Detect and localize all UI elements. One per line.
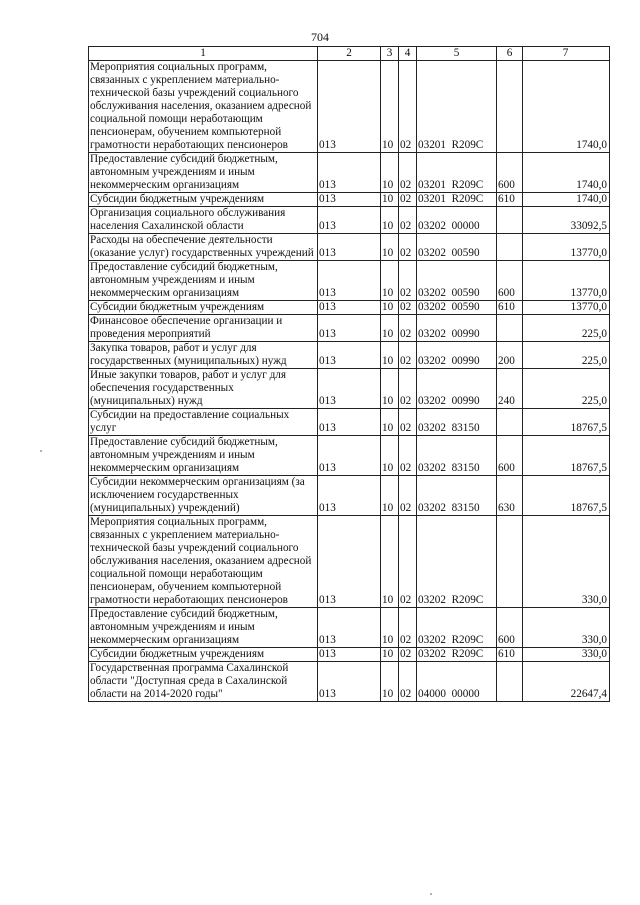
row-grbs: 013 [318, 516, 381, 608]
row-summa: 18767,5 [523, 436, 610, 476]
row-razdel: 10 [381, 234, 399, 261]
table-row [89, 301, 610, 315]
row-summa: 22647,4 [523, 662, 610, 702]
header-col-4: 4 [399, 47, 417, 61]
row-celevaya-statya: 03201 R209C [417, 61, 497, 153]
row-podrazdel: 02 [399, 301, 417, 315]
row-grbs: 013 [318, 409, 381, 436]
row-name: Иные закупки товаров, работ и услуг для обеспечения государственных (муниципальных) нужд [89, 369, 318, 409]
table-row [89, 234, 610, 261]
row-razdel: 10 [381, 516, 399, 608]
row-vid-rashodov [497, 662, 523, 702]
row-podrazdel: 02 [399, 234, 417, 261]
table-row [89, 409, 610, 436]
row-podrazdel: 02 [399, 516, 417, 608]
row-summa: 225,0 [523, 315, 610, 342]
header-col-7: 7 [523, 47, 610, 61]
row-celevaya-statya: 03201 R209C [417, 193, 497, 207]
row-grbs: 013 [318, 476, 381, 516]
row-razdel: 10 [381, 315, 399, 342]
row-celevaya-statya: 04000 00000 [417, 662, 497, 702]
row-podrazdel: 02 [399, 608, 417, 648]
row-razdel: 10 [381, 648, 399, 662]
header-col-3: 3 [381, 47, 399, 61]
row-name: Организация социального обслуживания населения Сахалинской области [89, 207, 318, 234]
row-podrazdel: 02 [399, 153, 417, 193]
table-row [89, 662, 610, 702]
row-celevaya-statya: 03202 00000 [417, 207, 497, 234]
row-summa: 330,0 [523, 648, 610, 662]
row-summa: 1740,0 [523, 61, 610, 153]
row-grbs: 013 [318, 301, 381, 315]
row-name: Субсидии на предоставление социальных услуг [89, 409, 318, 436]
row-vid-rashodov: 600 [497, 436, 523, 476]
row-razdel: 10 [381, 261, 399, 301]
row-name: Субсидии некоммерческим организациям (за исключением государственных (муниципальных) учреждений) [89, 476, 318, 516]
table-row [89, 516, 610, 608]
scan-speck [430, 893, 432, 895]
table-row [89, 315, 610, 342]
row-celevaya-statya: 03202 83150 [417, 476, 497, 516]
row-celevaya-statya: 03202 83150 [417, 436, 497, 476]
row-razdel: 10 [381, 662, 399, 702]
row-grbs: 013 [318, 648, 381, 662]
row-vid-rashodov [497, 207, 523, 234]
row-razdel: 10 [381, 342, 399, 369]
row-podrazdel: 02 [399, 648, 417, 662]
table-row [89, 207, 610, 234]
row-vid-rashodov [497, 234, 523, 261]
row-celevaya-statya: 03202 R209C [417, 608, 497, 648]
row-razdel: 10 [381, 476, 399, 516]
row-vid-rashodov: 630 [497, 476, 523, 516]
row-summa: 18767,5 [523, 476, 610, 516]
row-podrazdel: 02 [399, 61, 417, 153]
table-row [89, 608, 610, 648]
budget-table [88, 46, 610, 702]
table-row [89, 476, 610, 516]
row-celevaya-statya: 03202 R209C [417, 648, 497, 662]
row-podrazdel: 02 [399, 261, 417, 301]
row-grbs: 013 [318, 369, 381, 409]
row-name: Предоставление субсидий бюджетным, автономным учреждениям и иным некоммерческим организациям [89, 153, 318, 193]
row-vid-rashodov: 600 [497, 608, 523, 648]
table-row [89, 61, 610, 153]
row-grbs: 013 [318, 193, 381, 207]
row-name: Субсидии бюджетным учреждениям [89, 193, 318, 207]
row-celevaya-statya: 03202 00590 [417, 301, 497, 315]
row-name: Субсидии бюджетным учреждениям [89, 301, 318, 315]
row-celevaya-statya: 03202 00990 [417, 369, 497, 409]
row-vid-rashodov [497, 61, 523, 153]
table-row [89, 153, 610, 193]
row-razdel: 10 [381, 207, 399, 234]
row-vid-rashodov [497, 409, 523, 436]
row-podrazdel: 02 [399, 369, 417, 409]
row-summa: 1740,0 [523, 153, 610, 193]
row-summa: 330,0 [523, 608, 610, 648]
row-grbs: 013 [318, 153, 381, 193]
row-summa: 33092,5 [523, 207, 610, 234]
row-vid-rashodov: 610 [497, 193, 523, 207]
row-grbs: 013 [318, 261, 381, 301]
row-grbs: 013 [318, 342, 381, 369]
row-celevaya-statya: 03201 R209C [417, 153, 497, 193]
row-razdel: 10 [381, 608, 399, 648]
row-summa: 1740,0 [523, 193, 610, 207]
header-col-6: 6 [497, 47, 523, 61]
row-vid-rashodov [497, 516, 523, 608]
row-podrazdel: 02 [399, 342, 417, 369]
row-name: Мероприятия социальных программ, связанных с укреплением материально-технической базы учреждений социального обслуживания населения, оказанием адресной социальной помощи неработающим пенсионерам, обучением компьютерной грамотности неработающих пенсионеров [89, 516, 318, 608]
row-grbs: 013 [318, 234, 381, 261]
row-celevaya-statya: 03202 00590 [417, 261, 497, 301]
row-name: Закупка товаров, работ и услуг для государственных (муниципальных) нужд [89, 342, 318, 369]
table-row [89, 369, 610, 409]
row-name: Государственная программа Сахалинской области "Доступная среда в Сахалинской области на 2014-2020 годы" [89, 662, 318, 702]
table-row [89, 648, 610, 662]
row-vid-rashodov [497, 315, 523, 342]
table-row [89, 436, 610, 476]
row-podrazdel: 02 [399, 315, 417, 342]
row-podrazdel: 02 [399, 193, 417, 207]
table-row [89, 193, 610, 207]
row-podrazdel: 02 [399, 436, 417, 476]
row-grbs: 013 [318, 436, 381, 476]
row-celevaya-statya: 03202 83150 [417, 409, 497, 436]
header-col-5: 5 [417, 47, 497, 61]
table-header-row [89, 47, 610, 61]
table-row [89, 261, 610, 301]
row-name: Предоставление субсидий бюджетным, автономным учреждениям и иным некоммерческим организациям [89, 436, 318, 476]
row-name: Мероприятия социальных программ, связанных с укреплением материально-технической базы учреждений социального обслуживания населения, оказанием адресной социальной помощи неработающим пенсионерам, обучением компьютерной грамотности неработающих пенсионеров [89, 61, 318, 153]
header-col-2: 2 [318, 47, 381, 61]
row-razdel: 10 [381, 369, 399, 409]
row-razdel: 10 [381, 436, 399, 476]
row-vid-rashodov: 200 [497, 342, 523, 369]
row-podrazdel: 02 [399, 476, 417, 516]
row-summa: 13770,0 [523, 234, 610, 261]
row-grbs: 013 [318, 662, 381, 702]
row-summa: 13770,0 [523, 261, 610, 301]
row-grbs: 013 [318, 608, 381, 648]
row-razdel: 10 [381, 193, 399, 207]
row-name: Финансовое обеспечение организации и проведения мероприятий [89, 315, 318, 342]
row-summa: 13770,0 [523, 301, 610, 315]
row-vid-rashodov: 610 [497, 648, 523, 662]
row-podrazdel: 02 [399, 662, 417, 702]
row-vid-rashodov: 600 [497, 153, 523, 193]
row-name: Предоставление субсидий бюджетным, автономным учреждениям и иным некоммерческим организациям [89, 261, 318, 301]
header-col-1: 1 [89, 47, 318, 61]
row-vid-rashodov: 610 [497, 301, 523, 315]
row-razdel: 10 [381, 409, 399, 436]
row-razdel: 10 [381, 301, 399, 315]
row-grbs: 013 [318, 315, 381, 342]
row-podrazdel: 02 [399, 207, 417, 234]
row-celevaya-statya: 03202 00990 [417, 342, 497, 369]
row-celevaya-statya: 03202 00990 [417, 315, 497, 342]
row-grbs: 013 [318, 207, 381, 234]
row-summa: 18767,5 [523, 409, 610, 436]
row-vid-rashodov: 600 [497, 261, 523, 301]
row-name: Расходы на обеспечение деятельности (оказание услуг) государственных учреждений [89, 234, 318, 261]
row-name: Предоставление субсидий бюджетным, автономным учреждениям и иным некоммерческим организациям [89, 608, 318, 648]
row-podrazdel: 02 [399, 409, 417, 436]
row-summa: 225,0 [523, 342, 610, 369]
row-celevaya-statya: 03202 00590 [417, 234, 497, 261]
scan-speck [40, 450, 42, 452]
row-name: Субсидии бюджетным учреждениям [89, 648, 318, 662]
row-razdel: 10 [381, 61, 399, 153]
page-number: 704 [311, 30, 329, 44]
row-razdel: 10 [381, 153, 399, 193]
table-row [89, 342, 610, 369]
row-celevaya-statya: 03202 R209C [417, 516, 497, 608]
table-body [89, 61, 610, 702]
row-vid-rashodov: 240 [497, 369, 523, 409]
row-summa: 225,0 [523, 369, 610, 409]
row-grbs: 013 [318, 61, 381, 153]
row-summa: 330,0 [523, 516, 610, 608]
